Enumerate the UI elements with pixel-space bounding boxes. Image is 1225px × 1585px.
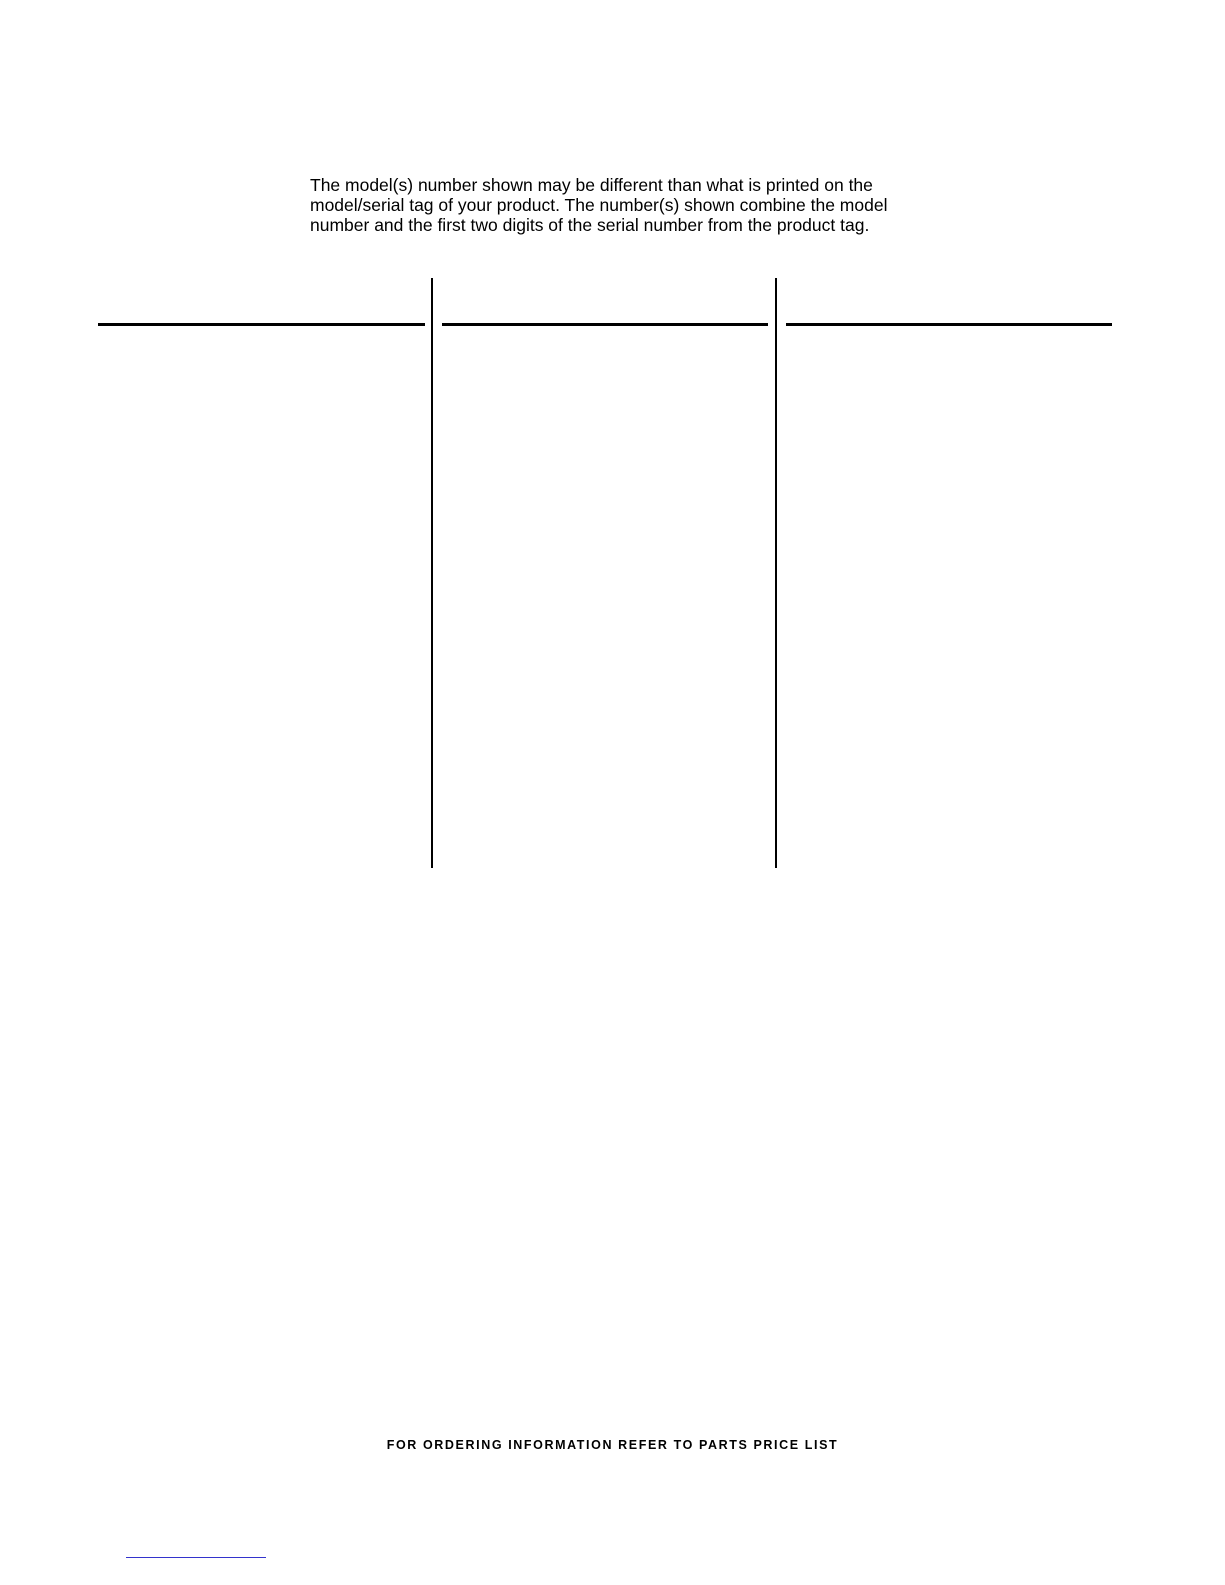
ordering-information-footer: FOR ORDERING INFORMATION REFER TO PARTS PRICE LIST bbox=[386, 1438, 839, 1452]
column-divider-2 bbox=[775, 278, 777, 868]
link-underline[interactable] bbox=[126, 1557, 266, 1558]
notice-line-2: model/serial tag of your product. The number(s) shown combine the model bbox=[310, 195, 888, 215]
column-3-header-rule bbox=[786, 323, 1112, 326]
column-1-header-rule bbox=[98, 323, 425, 326]
notice-line-1: The model(s) number shown may be different than what is printed on the bbox=[310, 175, 873, 195]
column-2-header-rule bbox=[442, 323, 768, 326]
notice-line-3: number and the first two digits of the serial number from the product tag. bbox=[310, 215, 870, 235]
model-number-notice bbox=[310, 175, 950, 235]
column-divider-1 bbox=[431, 278, 433, 868]
